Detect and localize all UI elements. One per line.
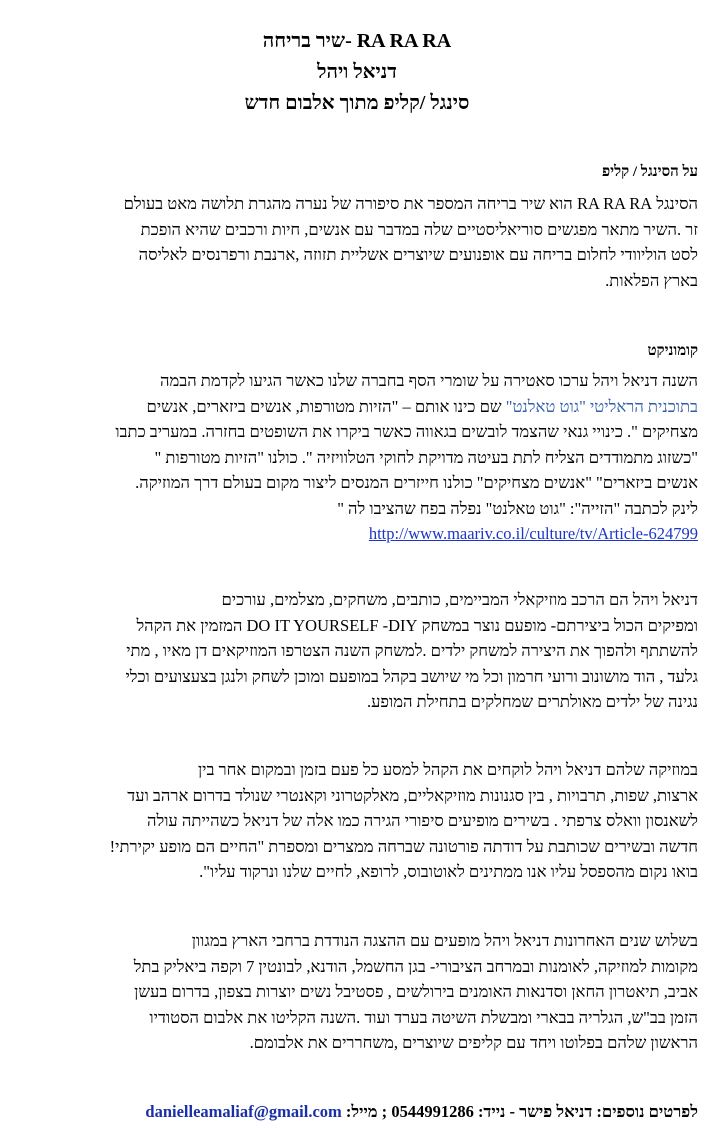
music-line: ארצות, שפות, תרבויות , בין סגנונות מוזיקאליים, מאלקטרוני וקאנטרי שנולד בדרום ארהב ועד bbox=[127, 785, 698, 805]
communique-line-2-rest: שם כינו אותם – "הזיות מטורפות, אנשים ביזארים, אנשים bbox=[146, 396, 506, 416]
music-line: במוזיקה שלהם דניאל ויהל לוקחים את הקהל למסע כל פעם בזמן ובמקום אחר בין bbox=[197, 760, 698, 779]
title-block bbox=[0, 26, 714, 119]
music-line: לשאנסון וואלס צרפתי . בשירים מופיעים סיפורי הגירה כמו אלה של דניאל כשהייתה עולה bbox=[147, 811, 698, 830]
communique-line: אנשים ביזארים" "אנשים מצחיקים" כולנו חייזרים המנסים ליצור מקום בעולם דרך המוזיקה. bbox=[135, 473, 698, 492]
release-subtitle: סינגל /קליפ מתוך אלבום חדש bbox=[244, 92, 470, 114]
communique-line: לינק לכתבה "הזייה": "גוט טאלנט" נפלה בפח שהציבו לה " bbox=[337, 498, 698, 518]
about-line: בארץ הפלאות. bbox=[605, 270, 698, 290]
recent-line: אביב, תיאטרון החאן וסדנאות האומנים בירולשים , פסטיבל נשים יוצרות בצפון, בדרום בעשן bbox=[134, 982, 698, 1001]
song-title: RA RA RA -שיר בריחה bbox=[262, 30, 452, 52]
band-line: ומפיקים הכול ביצירתם- מופעם נוצר במשחק DO IT YOURSELF -DIY המזמין את הקהל bbox=[136, 615, 698, 635]
artist-name: דניאל ויהל bbox=[317, 61, 397, 83]
communique-line: "כשזוג מתמודדים הצליח לתת בעיטה מדויקת לחוקי הטלוויזיה ". כולנו "הזיות מטורפות " bbox=[154, 447, 698, 467]
article-url-link[interactable]: http://www.maariv.co.il/culture/tv/Article-624799 bbox=[368, 524, 698, 543]
music-paragraph bbox=[8, 757, 698, 885]
communique-line: מצחיקים ". כינויי גנאי שהצמד לובשים בגאווה כאשר ביקרו את השופטים בחזרה. במעריב כתבו bbox=[115, 422, 698, 441]
communique-line: השנה דניאל ויהל ערכו סאטירה על שומרי הסף בחברה שלנו כאשר הגיעו לקדמת הבמה bbox=[159, 371, 698, 390]
contact-label: לפרטים נוספים: דניאל פישר - נייד: 0544991286 ; מייל: bbox=[345, 1102, 698, 1121]
communique-heading: קומוניקט bbox=[647, 343, 698, 359]
recent-paragraph bbox=[8, 928, 698, 1056]
about-line: לסט הוליוודי לחלום בריחה עם אופנועים שיוצרים אשליית תזוזה ,ארנבת ורפרנסים לאליסה bbox=[138, 245, 698, 264]
recent-line: הזמן בב"ש, הגלריה בבארי ומבשלת השיטה בערד ועוד .השנה הקליטו את אלבום הסטודיו bbox=[149, 1007, 698, 1027]
reality-show-link[interactable]: בתוכנית הראליטי "גוט טאלנט" bbox=[505, 396, 698, 416]
about-line: הסינגל RA RA RA הוא שיר בריחה המספר את סיפורה של נערה מהגרת תלושה מאט בעולם bbox=[123, 194, 698, 213]
about-heading: על הסינגל / קליפ bbox=[602, 164, 698, 180]
band-line: גלעד , הוד מושונוב ורועי חרמון וכל מי שיושב בקהל במופעם ומוכן לשחק ולנגן בצעצועים וכלי bbox=[125, 666, 698, 686]
article-url-line bbox=[8, 521, 698, 547]
contact-email-link[interactable]: danielleamaliaf@gmail.com bbox=[145, 1102, 342, 1121]
band-line: דניאל ויהל הם הרכב מוזיקאלי המביימים, כותבים, משחקים, מצלמים, עורכים bbox=[221, 590, 698, 609]
music-line: חדשה ובשירים שכותבת על דודתה פורטונה שברחה ממצרים ומספרת "החיים הם מופע יקירתי! bbox=[109, 836, 698, 856]
band-paragraph bbox=[8, 587, 698, 715]
music-line: בואו נקום מהספסל עליו אנו ממתינים לאוטובוס, לרופא, לחיים שלנו ונרקוד עליו". bbox=[199, 862, 698, 881]
recent-line: מקומות למוזיקה, לאומנות ובמרחב הציבורי- בגן החשמל, הודנא, לבונטין 7 וקפה ביאליק בתל bbox=[133, 956, 698, 976]
recent-line: הראשון שלהם בפלוטו ויחד עם קליפים שיוצרים ,משחררים את אלבומם. bbox=[249, 1033, 698, 1052]
about-paragraph bbox=[8, 191, 698, 293]
band-line: להשתתף ולהפוך את היצירה למשחק ילדים .למשחק השנה הצטרפו המוזיקאים דן מאיו , מתי bbox=[126, 641, 698, 660]
communique-line-2 bbox=[8, 394, 698, 420]
about-line: זר .השיר מתאר מפגשים סוריאליסטיים שלה במדבר עם אנשים, חיות ורכבים שהיא הופכת bbox=[140, 219, 698, 239]
band-line: נגינה של ילדים מאולתרים שמחלקים בתחילת המופע. bbox=[366, 692, 698, 711]
contact-footer bbox=[6, 1102, 698, 1122]
recent-line: בשלוש שנים האחרונות דניאל ויהל מופעים עם ההצגה הנודדת ברחבי הארץ במגוון bbox=[191, 931, 698, 950]
communique-paragraph bbox=[8, 368, 698, 547]
